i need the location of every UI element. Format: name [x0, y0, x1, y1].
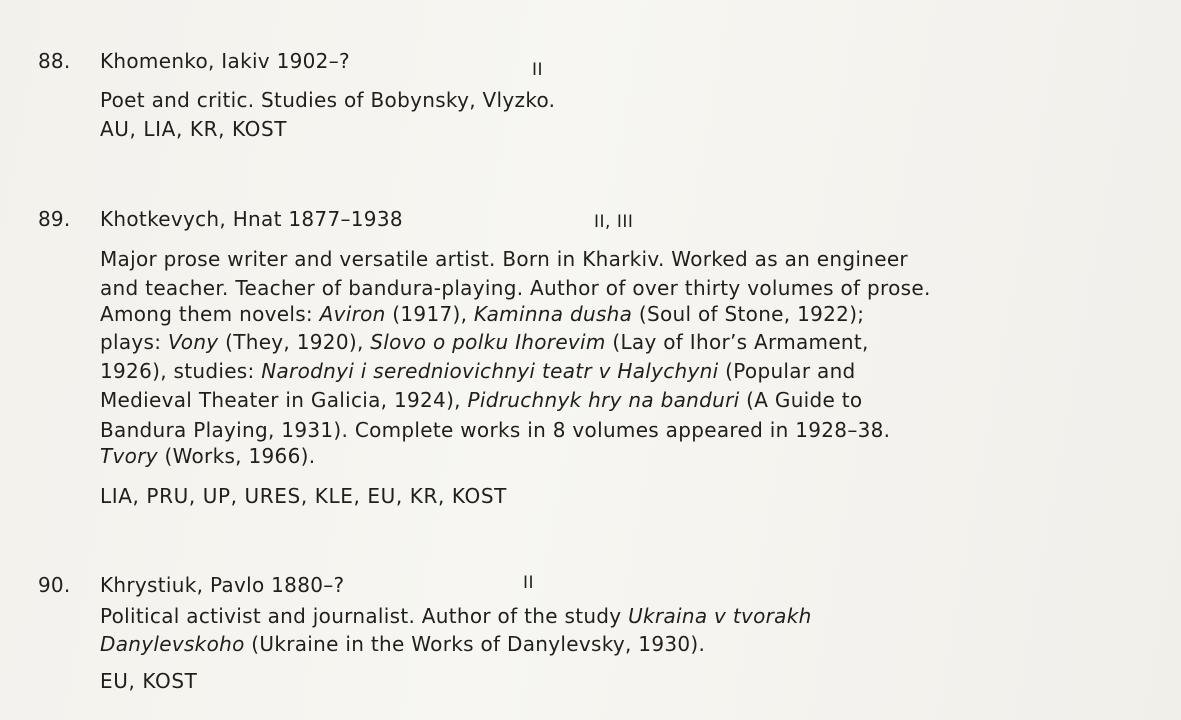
text-fragment: (They, 1920), — [218, 330, 371, 354]
work-title: Pidruchnyk hry na banduri — [467, 388, 740, 412]
entry-heading: Khrystiuk, Pavlo 1880–? — [100, 573, 345, 597]
text-fragment: (Lay of Ihor’s Armament, — [605, 330, 869, 354]
entry-heading: Khotkevych, Hnat 1877–1938 — [100, 207, 403, 231]
text-fragment: Among them novels: — [100, 302, 320, 326]
entry-description-line — [100, 359, 856, 383]
text-fragment: (1917), — [385, 302, 474, 326]
work-title: Aviron — [319, 302, 386, 326]
entry-description-line: and teacher. Teacher of bandura-playing. Author of over thirty volumes of prose. — [100, 276, 931, 300]
work-title: Slovo o polku Ihorevim — [370, 330, 606, 354]
volume-reference: II — [523, 573, 535, 593]
work-title: Ukraina v tvorakh — [628, 604, 812, 628]
entry-description-line — [100, 632, 705, 656]
work-title: Danylevskoho — [100, 632, 245, 656]
text-fragment: (Ukraine in the Works of Danylevsky, 1930). — [244, 632, 706, 656]
entry-description-line: Poet and critic. Studies of Bobynsky, Vlyzko. — [100, 88, 556, 112]
text-fragment: Political activist and journalist. Author of the study — [100, 604, 629, 628]
volume-reference: II — [532, 60, 544, 80]
work-title: Vony — [167, 330, 219, 354]
entry-number: 88. — [38, 49, 71, 73]
entry-heading: Khomenko, Iakiv 1902–? — [100, 49, 350, 73]
text-fragment: (Popular and — [718, 359, 856, 383]
text-fragment: Medieval Theater in Galicia, 1924), — [100, 388, 468, 412]
text-fragment: plays: — [100, 330, 168, 354]
entry-sources: LIA, PRU, UP, URES, KLE, EU, KR, KOST — [100, 484, 507, 508]
text-fragment: (A Guide to — [739, 388, 863, 412]
entry-description-line — [100, 388, 862, 412]
entry-sources: EU, KOST — [100, 669, 198, 693]
work-title: Narodnyi i seredniovichnyi teatr v Halychyni — [261, 359, 719, 383]
work-title: Kaminna dusha — [473, 302, 633, 326]
work-title: Tvory — [100, 444, 158, 468]
text-fragment: 1926), studies: — [100, 359, 262, 383]
entry-description-line — [100, 330, 869, 354]
entry-number: 89. — [38, 207, 71, 231]
volume-reference: II, III — [594, 212, 634, 232]
entry-sources: AU, LIA, KR, KOST — [100, 117, 288, 141]
entry-description-line: Bandura Playing, 1931). Complete works in 8 volumes appeared in 1928–38. — [100, 418, 891, 442]
entry-description-line — [100, 444, 315, 468]
entry-number: 90. — [38, 573, 71, 597]
text-fragment: (Soul of Stone, 1922); — [632, 302, 865, 326]
entry-description-line — [100, 302, 864, 326]
entry-description-line — [100, 604, 812, 628]
entry-description-line: Major prose writer and versatile artist. Born in Kharkiv. Worked as an engineer — [100, 247, 908, 271]
text-fragment: (Works, 1966). — [157, 444, 316, 468]
